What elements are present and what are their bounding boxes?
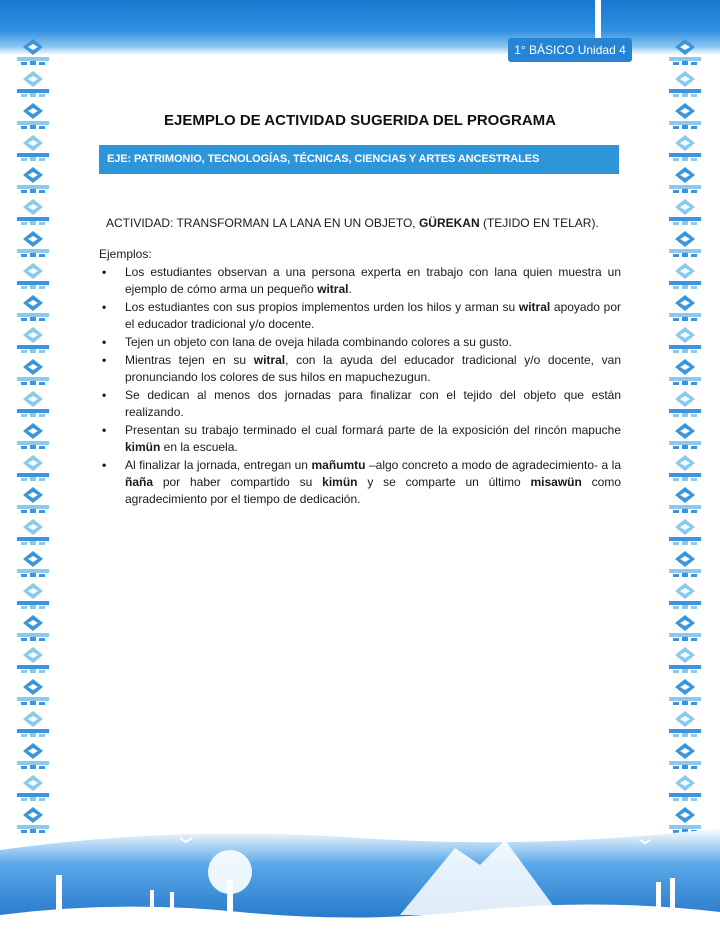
border-motif: [13, 710, 53, 738]
border-motif: [665, 390, 705, 418]
example-text: Mientras tejen en su: [125, 353, 254, 367]
border-motif: [13, 550, 53, 578]
border-motif: [13, 582, 53, 610]
border-motif: [665, 166, 705, 194]
border-motif: [665, 198, 705, 226]
example-item: [99, 352, 621, 386]
activity-bold-term: GÜREKAN: [418, 216, 480, 230]
border-motif: [13, 70, 53, 98]
border-motif: [13, 358, 53, 386]
example-text: , con la ayuda del educador tradicional y/o docente, van pronunciando los colores de sus hilos en mapuchezugun.: [125, 353, 621, 384]
example-item: [99, 387, 621, 421]
example-text: Los estudiantes observan a una persona experta en trabajo con lana quien muestra un ejemplo de cómo arma un pequeño: [125, 265, 621, 296]
bullet-marker: •: [102, 335, 107, 349]
left-ornament-border: [10, 38, 56, 838]
border-motif: [13, 390, 53, 418]
example-item: [99, 422, 621, 456]
border-motif: [665, 710, 705, 738]
activity-suffix: (TEJIDO EN TELAR).: [479, 216, 599, 230]
unit-tab: 1° BÁSICO Unidad 4: [508, 38, 632, 62]
bold-term: kimün: [322, 475, 358, 489]
eje-label: EJE: PATRIMONIO, TECNOLOGÍAS, TÉCNICAS, CIENCIAS Y ARTES ANCESTRALES: [107, 153, 540, 165]
eje-bar: [99, 145, 619, 174]
bold-term: kimün: [125, 440, 161, 454]
bullet-marker: •: [102, 353, 107, 367]
border-motif: [665, 70, 705, 98]
example-item: [99, 264, 621, 298]
border-motif: [13, 614, 53, 642]
example-item: [99, 299, 621, 333]
border-motif: [665, 358, 705, 386]
bold-term: witral: [317, 282, 349, 296]
border-motif: [665, 678, 705, 706]
bird-icon: [360, 830, 370, 834]
examples-label: Ejemplos:: [99, 247, 152, 261]
right-ornament-border: [662, 38, 708, 838]
border-motif: [13, 422, 53, 450]
border-motif: [665, 454, 705, 482]
border-motif: [665, 262, 705, 290]
border-motif: [13, 742, 53, 770]
cactus: [56, 875, 62, 915]
border-motif: [13, 166, 53, 194]
bold-term: misawün: [530, 475, 582, 489]
example-item: [99, 457, 621, 508]
example-text: y se comparte un último: [357, 475, 531, 489]
border-motif: [13, 454, 53, 482]
border-motif: [665, 646, 705, 674]
border-motif: [665, 742, 705, 770]
bold-term: witral: [518, 300, 551, 314]
example-text: Tejen un objeto con lana de oveja hilada combinando colores a su gusto.: [125, 335, 512, 349]
border-motif: [13, 646, 53, 674]
example-item: [99, 334, 621, 351]
activity-prefix: ACTIVIDAD: TRANSFORMAN LA LANA EN UN OBJETO,: [106, 216, 419, 230]
border-motif: [665, 422, 705, 450]
border-motif: [665, 550, 705, 578]
border-motif: [13, 262, 53, 290]
activity-line: [106, 216, 599, 230]
border-motif: [665, 518, 705, 546]
bullet-marker: •: [102, 388, 107, 402]
example-text: por haber compartido su: [153, 475, 323, 489]
border-motif: [13, 198, 53, 226]
bold-term: ñaña: [125, 475, 154, 489]
border-motif: [13, 486, 53, 514]
example-text: .: [348, 282, 352, 296]
bullet-marker: •: [102, 458, 107, 472]
border-motif: [13, 678, 53, 706]
person-figure: [656, 882, 661, 914]
border-motif: [665, 486, 705, 514]
example-text: –algo concreto a modo de agradecimiento- a la: [365, 458, 622, 472]
border-motif: [13, 774, 53, 802]
border-motif: [13, 134, 53, 162]
border-motif: [665, 134, 705, 162]
border-motif: [13, 518, 53, 546]
border-motif: [665, 614, 705, 642]
top-band-notch: [595, 0, 601, 40]
bullet-marker: •: [102, 300, 107, 314]
person-figure: [170, 892, 174, 914]
examples-list: [99, 264, 621, 509]
border-motif: [665, 326, 705, 354]
bold-term: mañumtu: [311, 458, 366, 472]
example-text: Se dedican al menos dos jornadas para finalizar con el tejido del objeto que están realizando.: [125, 388, 621, 419]
border-motif: [13, 294, 53, 322]
bullet-marker: •: [102, 265, 107, 279]
example-text: Al finalizar la jornada, entregan un: [125, 458, 312, 472]
example-text: Presentan su trabajo terminado el cual formará parte de la exposición del rincón mapuche: [125, 423, 621, 437]
border-motif: [665, 294, 705, 322]
example-text: Los estudiantes con sus propios implementos urden los hilos y arman su: [125, 300, 519, 314]
border-motif: [665, 582, 705, 610]
bottom-landscape-illustration: [0, 820, 720, 932]
person-figure: [150, 890, 154, 914]
border-motif: [665, 38, 705, 66]
example-text: en la escuela.: [160, 440, 238, 454]
border-motif: [13, 326, 53, 354]
person-figure: [670, 878, 675, 914]
page-title: EJEMPLO DE ACTIVIDAD SUGERIDA DEL PROGRAMA: [164, 112, 556, 129]
example-text: como agradecimiento por el tiempo de dedicación.: [125, 475, 621, 506]
border-motif: [13, 38, 53, 66]
tree-trunk: [227, 880, 233, 915]
border-motif: [13, 230, 53, 258]
bullet-marker: •: [102, 423, 107, 437]
bold-term: witral: [253, 353, 286, 367]
border-motif: [665, 230, 705, 258]
border-motif: [665, 774, 705, 802]
example-text: apoyado por el educador tradicional y/o docente.: [125, 300, 621, 331]
